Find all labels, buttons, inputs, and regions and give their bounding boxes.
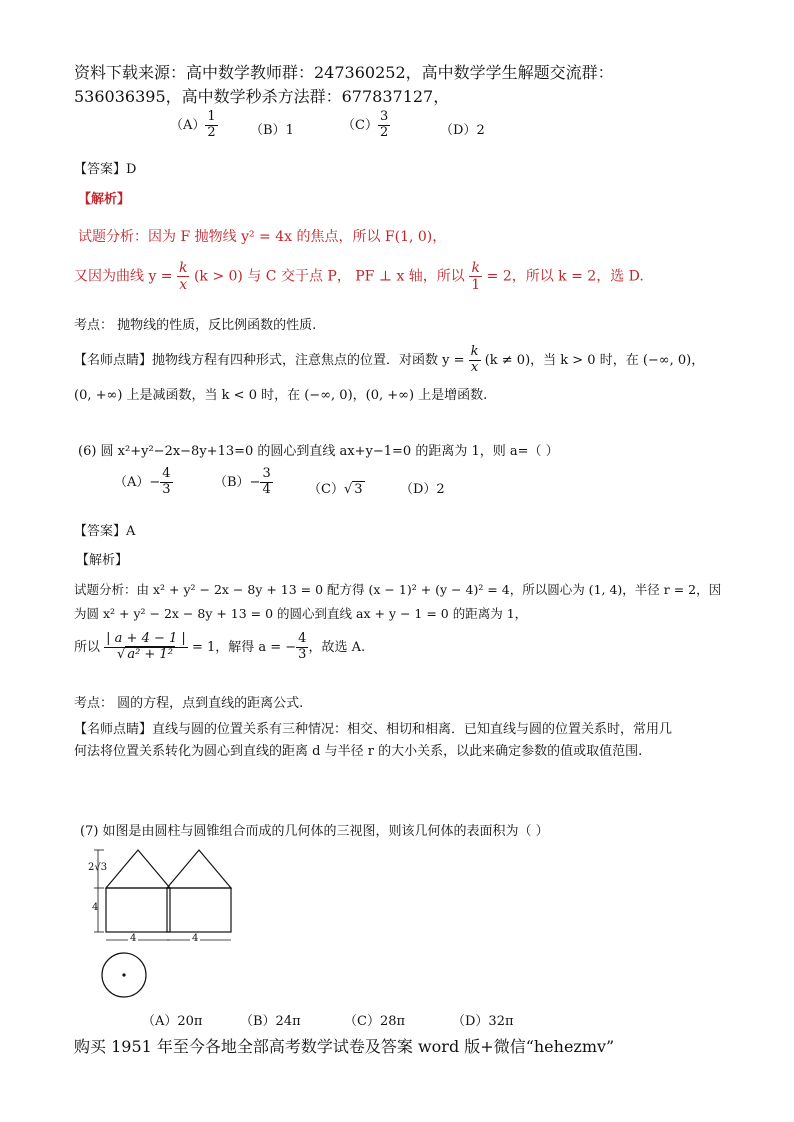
- q5-dianjing-line-2: (0, +∞) 上是减函数，当 k < 0 时，在 (−∞, 0)，(0, +∞) 上是增函数.: [74, 388, 488, 403]
- q6-analysis-line-3: 所以 $\frac{| a + 4 - 1 |}{\text{√ a² + 1²}}$ = 1，解得 a = − $\frac{4}{3}$ ，故选 A.: [74, 631, 366, 662]
- header-line-2: 536036395，高中数学秒杀方法群：677837127，: [74, 87, 450, 106]
- q6-analysis-line-1: 试题分析：由 x² + y² − 2x − 8y + 13 = 0 配方得 (x − 1)² + (y − 4)² = 4，所以圆心为 (1, 4)，半径 r = 2，因: [74, 582, 722, 597]
- side-view-triangle: [168, 850, 232, 888]
- q7-option-d: （D）32π: [452, 1014, 514, 1029]
- q5-dianjing-line-1: 【名师点睛】抛物线方程有四种形式，注意焦点的位置．对函数 y = $\frac{k}{x}$ (k ≠ 0)，当 k > 0 时，在 (−∞, 0)，: [74, 344, 705, 375]
- side-view-cylinder: [167, 888, 231, 932]
- q5-option-c: （C） $\frac{3}{2}$: [342, 109, 389, 140]
- q5-analysis-line-2: 又因为曲线 y = $\frac{k}{x}$ (k > 0) 与 C 交于点 P， PF ⊥ x 轴，所以 $\frac{k}{1}$ = 2，所以 k = 2，选 D.: [74, 260, 644, 294]
- q5-kaodian: 考点： 抛物线的性质，反比例函数的性质.: [74, 318, 317, 333]
- q6-dianjing-line-1: 【名师点睛】直线与圆的位置关系有三种情况：相交、相切和相离．已知直线与圆的位置关系时，常用几: [74, 722, 673, 737]
- q6-analysis-title: 【解析】: [76, 553, 129, 568]
- q6-answer: 【答案】A: [74, 524, 136, 539]
- q7-option-b: （B）24π: [240, 1014, 301, 1029]
- dim-width-front-label: 4: [130, 933, 137, 944]
- q5-analysis-title: 【解析】: [78, 192, 131, 207]
- dim-height-label: 4: [92, 902, 99, 913]
- footer-ad: 购买 1951 年至今各地全部高考数学试卷及答案 word 版+微信“hehezmv”: [74, 1037, 615, 1056]
- q7-option-c: （C）28π: [344, 1014, 406, 1029]
- q6-dianjing-line-2: 何法将位置关系转化为圆心到直线的距离 d 与半径 r 的大小关系，以此来确定参数的值或取值范围.: [74, 744, 643, 759]
- q5-option-d: （D）2: [440, 123, 485, 138]
- q6-analysis-line-2: 为圆 x² + y² − 2x − 8y + 13 = 0 的圆心到直线 ax + y − 1 = 0 的距离为 1，: [74, 606, 528, 621]
- side-view-top: [168, 850, 232, 888]
- q6-option-b: （B）− $\frac{3}{4}$: [214, 466, 271, 497]
- front-view-cone: [106, 850, 170, 888]
- q7-stem: (7) 如图是由圆柱与圆锥组合而成的几何体的三视图，则该几何体的表面积为（ ）: [80, 824, 549, 839]
- q5-analysis-line-1: 试题分析：因为 F 抛物线 y² = 4x 的焦点，所以 F(1, 0)，: [78, 229, 447, 245]
- q5-option-a: （A） $\frac{1}{2}$: [170, 109, 216, 140]
- q6-option-d: （D）2: [400, 482, 445, 497]
- side-view-cone-outline: [167, 850, 231, 888]
- q6-kaodian: 考点： 圆的方程，点到直线的距离公式.: [74, 696, 304, 711]
- q5-answer: 【答案】D: [74, 162, 137, 177]
- q6-stem: (6) 圆 x²+y²−2x−8y+13=0 的圆心到直线 ax+y−1=0 的距离为 1，则 a=（ ）: [78, 444, 559, 459]
- q6-option-a: （A）− $\frac{4}{3}$: [114, 466, 171, 497]
- dim-cone-label: 2√3: [88, 862, 108, 873]
- dim-width-side-label: 4: [192, 933, 199, 944]
- front-view-cylinder: [106, 888, 170, 932]
- q5-option-b: （B）1: [250, 123, 294, 138]
- side-view-triangle-visible: [166, 850, 230, 888]
- q6-option-c: （C）√ 3: [308, 482, 363, 497]
- top-view-center-dot: [122, 973, 125, 976]
- header-line-1: 资料下载来源：高中数学教师群：247360252，高中数学学生解题交流群：: [74, 63, 614, 82]
- q7-option-a: （A）20π: [142, 1014, 203, 1029]
